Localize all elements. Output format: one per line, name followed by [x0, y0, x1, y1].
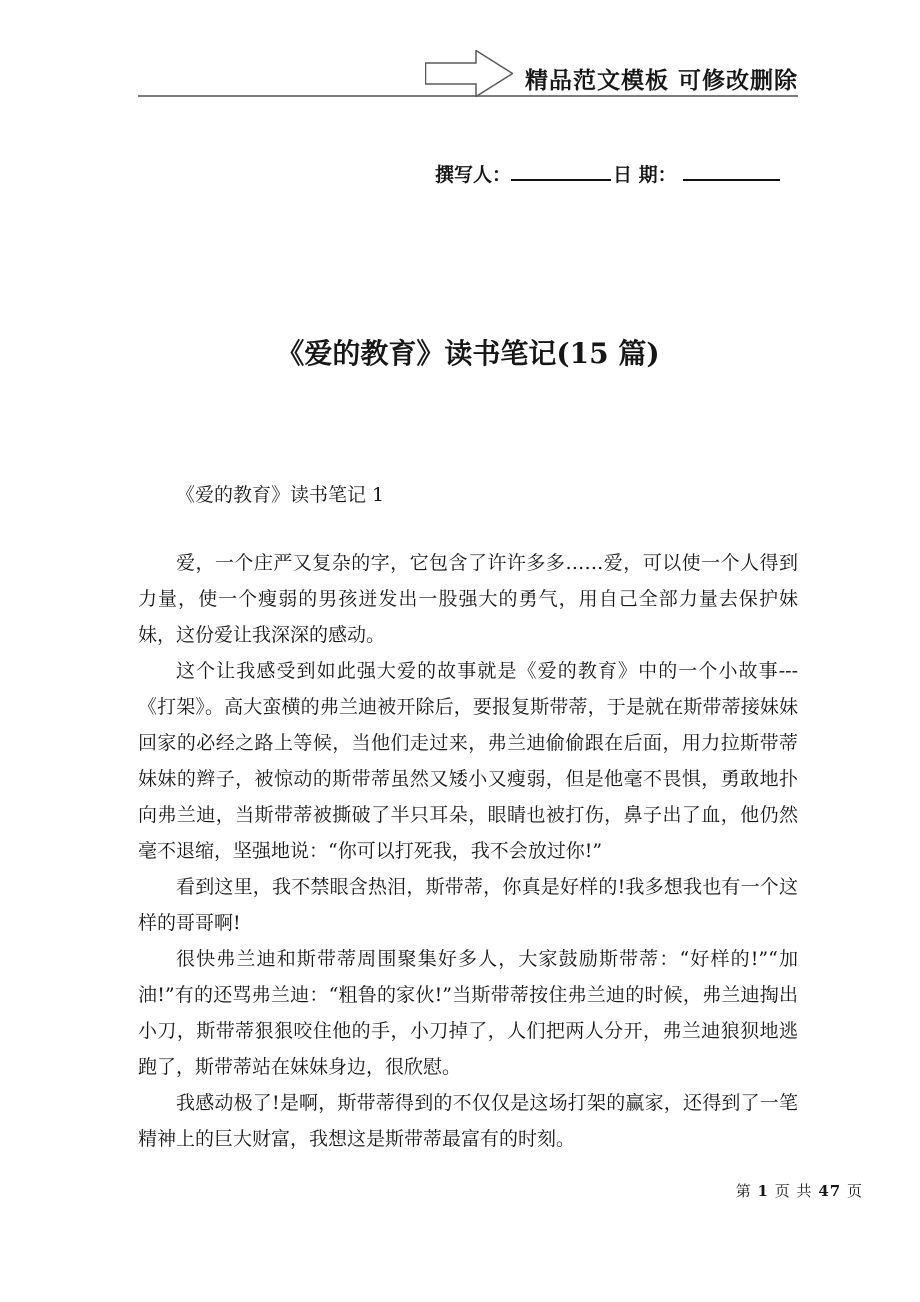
paragraph: 很快弗兰迪和斯带蒂周围聚集好多人，大家鼓励斯带蒂：“好样的!”“加油!”有的还骂弗兰迪：“粗鲁的家伙!”当斯带蒂按住弗兰迪的时候，弗兰迪掏出小刀，斯带蒂狠狠咬住他的手，小刀掉了，人们把两人分开，弗兰迪狼狈地逃跑了，斯带蒂站在妹妹身边，很欣慰。 — [138, 948, 798, 1078]
author-blank-field[interactable] — [511, 179, 611, 181]
author-label: 撰写人： — [435, 164, 512, 186]
paragraph: 爱，一个庄严又复杂的字，它包含了许许多多……爱，可以使一个人得到力量，使一个瘦弱的男孩迸发出一股强大的勇气，用自己全部力量去保护妹妹，这份爱让我深深的感动。 — [138, 552, 798, 646]
header-banner-text: 精品范文模板 可修改删除 — [524, 67, 798, 94]
page-number-footer — [736, 1180, 863, 1201]
footer-middle: 页 共 — [774, 1182, 813, 1200]
footer-prefix: 第 — [735, 1182, 752, 1200]
footer-current-page: 1 — [757, 1182, 769, 1200]
document-body — [138, 545, 798, 1157]
date-label: 日 期： — [613, 164, 677, 186]
paragraph: 这个让我感受到如此强大爱的故事就是《爱的教育》中的一个小故事---《打架》。高大蛮横的弗兰迪被开除后，要报复斯带蒂，于是就在斯带蒂接妹妹回家的必经之路上等候，当他们走过来，弗兰迪偷偷跟在后面，用力拉斯带蒂妹妹的辫子，被惊动的斯带蒂虽然又矮小又瘦弱，但是他毫不畏惧，勇敢地扑向弗兰迪，当斯带蒂被撕破了半只耳朵，眼睛也被打伤，鼻子出了血，他仍然毫不退缩，坚强地说：“你可以打死我，我不会放过你!” — [138, 660, 798, 862]
section-subtitle: 《爱的教育》读书笔记 1 — [176, 484, 385, 506]
byline — [435, 160, 780, 187]
footer-total-pages: 47 — [818, 1182, 842, 1200]
paragraph: 我感动极了!是啊，斯带蒂得到的不仅仅是这场打架的赢家，还得到了一笔精神上的巨大财富，我想这是斯带蒂最富有的时刻。 — [138, 1092, 798, 1150]
date-blank-field[interactable] — [683, 179, 780, 181]
footer-suffix: 页 — [846, 1182, 863, 1200]
paragraph: 看到这里，我不禁眼含热泪，斯带蒂，你真是好样的!我多想我也有一个这样的哥哥啊! — [138, 876, 798, 934]
right-arrow-icon — [425, 50, 513, 97]
page-title: 《爱的教育》读书笔记(15 篇) — [276, 337, 660, 370]
